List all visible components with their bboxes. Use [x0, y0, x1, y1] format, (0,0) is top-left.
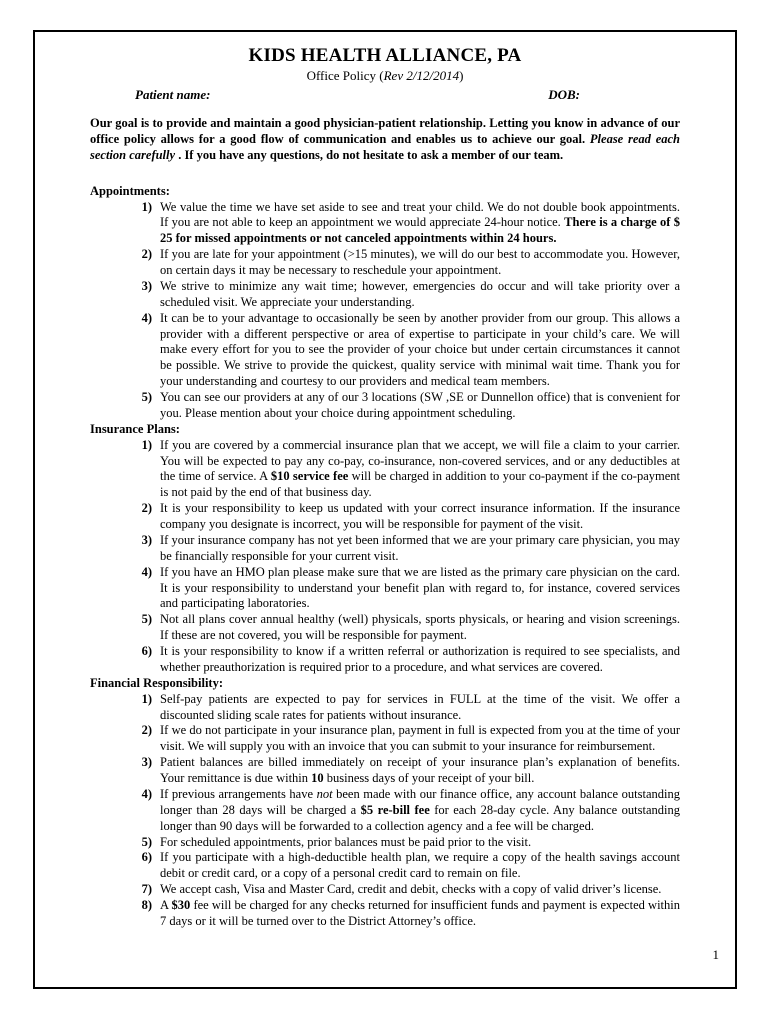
sections [90, 184, 680, 930]
text-segment: 10 [311, 771, 324, 785]
text-segment: It is your responsibility to know if a written referral or authorization is required to see specialists, and whether preauthorization is required prior to a procedure, and what services are covered. [160, 644, 680, 674]
text-segment: If you are late for your appointment (>15 minutes), we will do our best to accommodate you. However, on certain days it may be necessary to reschedule your appointment. [160, 247, 680, 277]
text-segment: A [160, 898, 172, 912]
page-border [33, 30, 737, 989]
page-number: 1 [712, 947, 719, 962]
text-segment: Self-pay patients are expected to pay for services in FULL at the time of the visit. We offer a discounted sliding scale rates for patients without insurance. [160, 691, 680, 722]
text-segment: If you are covered by a commercial insurance plan that we accept, we will file a claim to your carrier. You will be expected to pay any co-pay, co-insurance, non-covered services, and or any deductibles at the time of service. A [160, 437, 680, 484]
intro-paragraph [90, 116, 680, 164]
list-item-number: 4) [141, 310, 152, 325]
list-item-text [160, 898, 680, 930]
list-item-text [160, 565, 680, 613]
list-item [90, 390, 680, 422]
list-item-text [160, 755, 680, 787]
list-item-text [160, 390, 680, 422]
text-segment: You can see our providers at any of our 3 locations (SW ,SE or Dunnellon office) that is convenient for you. Please mention about your choice during appointment scheduling. [160, 390, 680, 420]
list-item-text [160, 247, 680, 279]
text-segment: business days of your receipt of your bill. [323, 771, 535, 785]
list-item [90, 247, 680, 279]
list-item-text [160, 200, 680, 248]
list-item-number: 5) [141, 834, 152, 849]
text-segment: If we do not participate in your insurance plan, payment in full is expected from you at the time of your visit. We will supply you with an invoice that you can submit to your insurance for reimbursement. [160, 723, 680, 754]
text-segment: It can be to your advantage to occasionally be seen by another provider from our group. This allows a provider with a different perspective or area of expertise to participate in your child’s care. We will make every effort for you to see the provider of your choice but under certain circumstances it cannot be possible. We strive to provide the quickest, quality service with minimal wait time. Thank you for your understanding and courtesy to our providers and medical team members. [160, 310, 680, 389]
list-item [90, 501, 680, 533]
list-item-number: 2) [141, 501, 152, 516]
text-segment: It is your responsibility to keep us updated with your correct insurance information. If the insurance company you designate is incorrect, you will be responsible for payment of the visit. [160, 501, 680, 531]
list-item [90, 200, 680, 248]
list-item-text [160, 850, 680, 882]
patient-name-label: Patient name: [135, 87, 211, 102]
text-segment: $30 [171, 898, 191, 912]
doc-subtitle [90, 68, 680, 84]
text-segment: If you have an HMO plan please make sure that we are listed as the primary care physician on the card. It is your responsibility to understand your benefit plan with regard to, for instance, covered services and participating laboratories. [160, 564, 680, 611]
text-segment: $5 re-bill fee [360, 802, 430, 817]
list-item-number: 2) [141, 723, 152, 738]
list-item-number: 4) [141, 564, 152, 579]
text-segment: We value the time we have set aside to see and treat your child. We do not double book appointments. If you are not able to keep an appointment we would appreciate 24-hour notice. [160, 199, 680, 230]
list-item [90, 882, 680, 898]
text-segment: will be charged in addition to your co-payment if the co-payment is not paid by the end of that business day. [160, 469, 680, 500]
list-item-number: 1) [141, 199, 152, 214]
text-segment: If your insurance company has not yet been informed that we are your primary care physician, you may be financially responsible for your current visit. [160, 532, 680, 563]
page-title: KIDS HEALTH ALLIANCE, PA [248, 45, 522, 66]
list-item-text [160, 723, 680, 755]
list-item-number: 6) [141, 644, 152, 658]
list-item [90, 279, 680, 311]
text-segment: for each 28-day cycle. Any balance outstanding longer than 90 days will be forwarded to a collection agency and a fee will be charged. [160, 802, 680, 833]
text-segment: $10 service fee [270, 469, 349, 484]
list-item-number: 6) [141, 850, 152, 865]
list-item-number: 3) [141, 278, 152, 293]
text-segment: . If you have any questions, do not hesitate to ask a member of our team. [178, 147, 564, 162]
text-segment: not [316, 786, 333, 801]
list-item [90, 612, 680, 644]
section-heading: Appointments: [90, 183, 170, 198]
list-item-number: 5) [141, 612, 152, 627]
subtitle-prefix: Office Policy ( [306, 68, 384, 83]
list-item-number: 5) [141, 390, 152, 404]
text-segment: We strive to minimize any wait time; however, emergencies do occur and will take priority over a scheduled visit. We appreciate your understanding. [160, 278, 680, 309]
list-item-number: 7) [141, 882, 152, 897]
list-item-text [160, 644, 680, 676]
section-heading: Financial Responsibility: [90, 675, 224, 690]
list-item [90, 755, 680, 787]
list-item-number: 1) [141, 691, 152, 706]
list-item-number: 3) [141, 755, 152, 770]
subtitle-suffix: ) [459, 68, 464, 83]
text-segment: If you participate with a high-deductible health plan, we require a copy of the health savings account debit or credit card, or a copy of a personal credit card to remain on file. [160, 850, 680, 881]
list-item-number: 2) [141, 247, 152, 262]
list-item-text [160, 692, 680, 724]
list-item [90, 438, 680, 502]
list-item-number: 4) [141, 786, 152, 801]
revision-date: Rev 2/12/2014 [383, 68, 460, 83]
list-item-text [160, 438, 680, 502]
text-segment: Not all plans cover annual healthy (well) physicals, sports physicals, or hearing and vision screenings. If these are not covered, you will be responsible for payment. [160, 612, 680, 643]
list-item-text [160, 501, 680, 533]
text-segment: For scheduled appointments, prior balances must be paid prior to the visit. [160, 834, 532, 849]
list-item-text [160, 311, 680, 390]
list-item-text [160, 612, 680, 644]
list-item [90, 644, 680, 676]
list-item-text [160, 533, 680, 565]
list-item-number: 3) [141, 532, 152, 547]
text-segment: Please read each section carefully [90, 131, 680, 162]
list-item-number: 8) [141, 898, 152, 912]
text-segment: fee will be charged for any checks returned for insufficient funds and payment is expected within 7 days or it will be turned over to the District Attorney’s office. [160, 898, 680, 928]
list-item-text [160, 279, 680, 311]
list-item [90, 565, 680, 613]
section-heading: Insurance Plans: [90, 421, 180, 436]
list-item [90, 723, 680, 755]
dob-label: DOB: [548, 87, 580, 102]
list-item [90, 692, 680, 724]
text-segment: There is a charge of $ 25 for missed appointments or not canceled appointments within 24 hours. [160, 215, 680, 246]
patient-header-line [90, 87, 680, 103]
list-item-text [160, 835, 680, 851]
list-item [90, 898, 680, 930]
list-item [90, 311, 680, 390]
list-item-number: 1) [141, 437, 152, 452]
list-item [90, 533, 680, 565]
text-segment: Our goal is to provide and maintain a good physician-patient relationship. Letting you know in advance of our office policy allows for a good flow of communication and enables us to achieve our goal. [90, 116, 680, 146]
text-segment: Patient balances are billed immediately on receipt of your insurance plan’s explanation of benefits. Your remittance is due within [160, 755, 680, 785]
list-item [90, 850, 680, 882]
text-segment: We accept cash, Visa and Master Card, credit and debit, checks with a copy of valid driver’s license. [160, 882, 662, 897]
list-item [90, 835, 680, 851]
list-item-text [160, 787, 680, 835]
list-item [90, 787, 680, 835]
list-item-text [160, 882, 680, 898]
text-segment: been made with our finance office, any account balance outstanding longer than 28 days will be charged a [160, 786, 680, 817]
text-segment: If previous arrangements have [160, 786, 317, 801]
